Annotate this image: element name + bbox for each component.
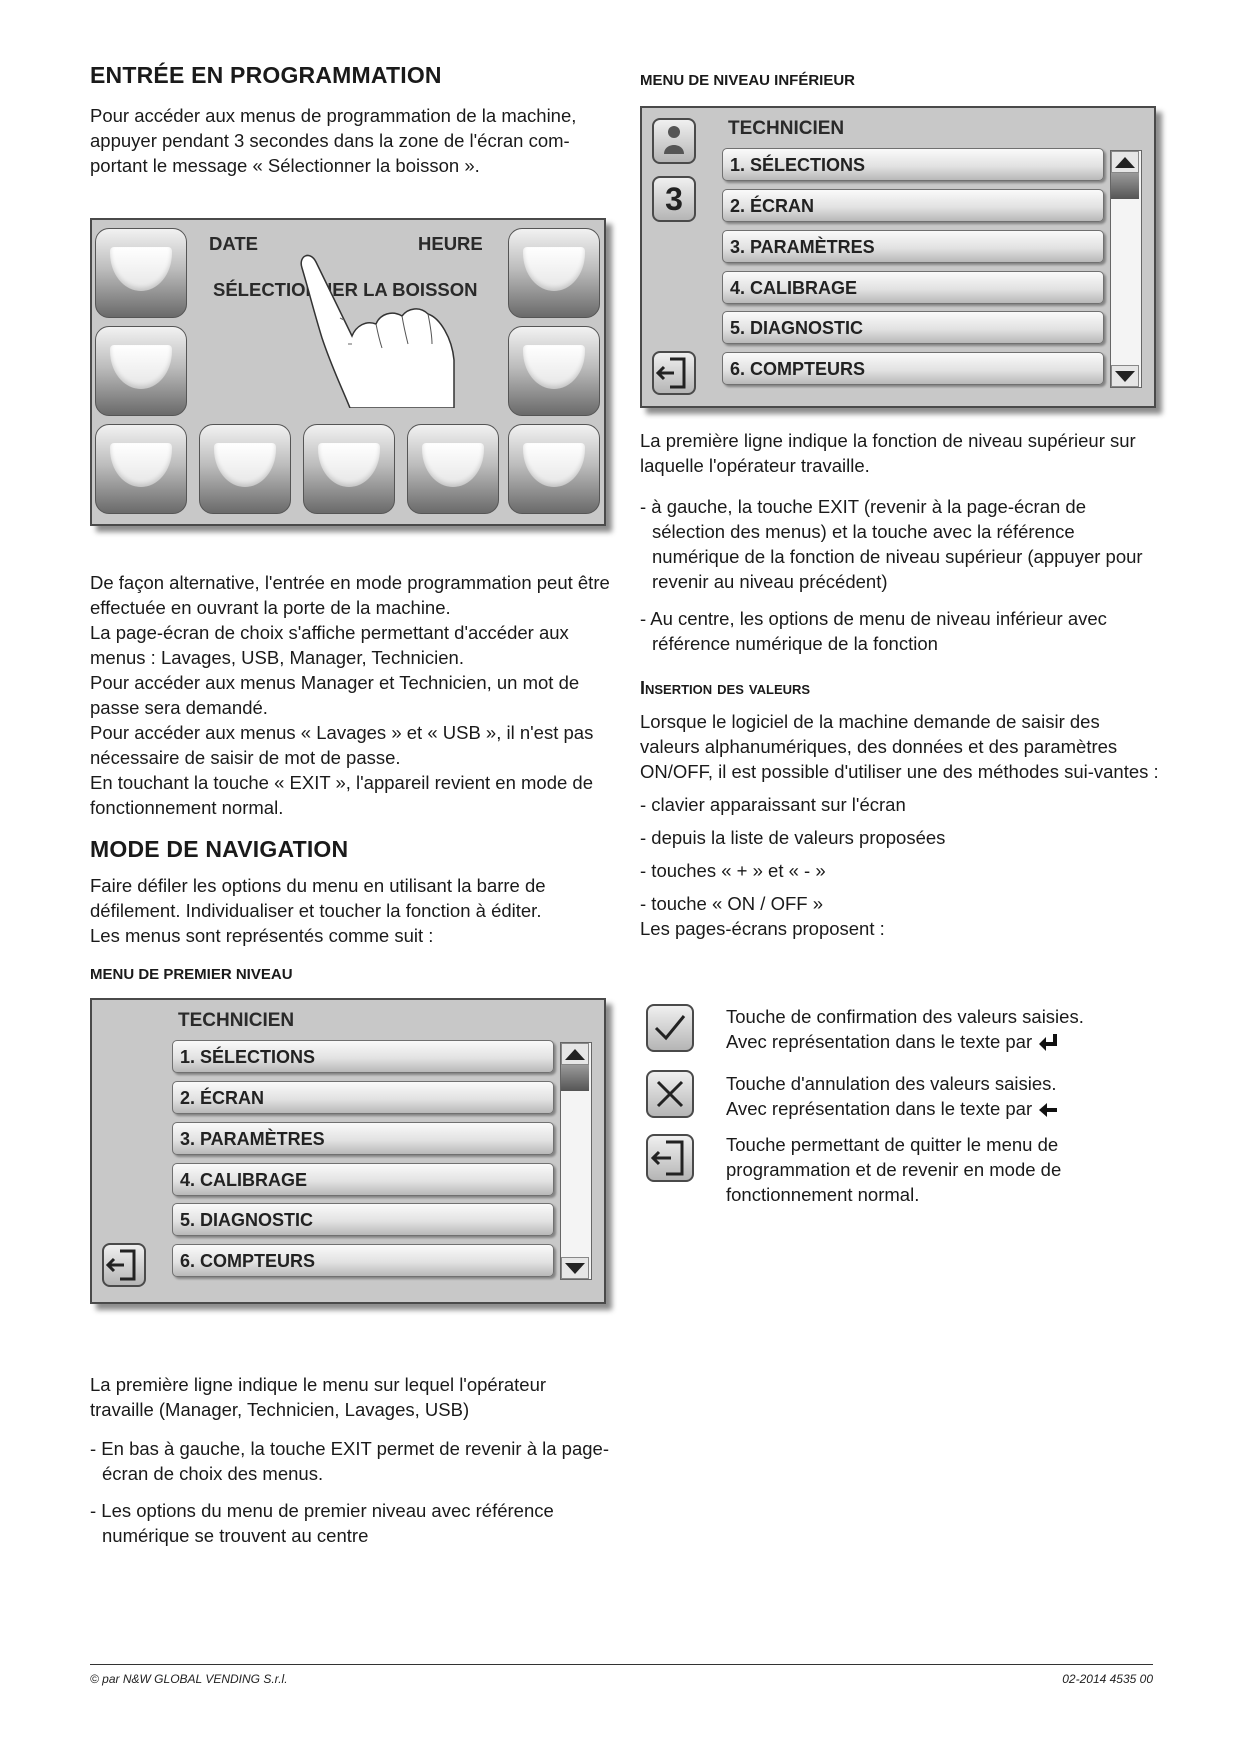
cup-icon [110,345,172,389]
method-item: - touches « + » et « - » [640,860,826,881]
exit-description [726,1132,1166,1207]
insertion-heading: Insertion des valeurs [640,678,811,698]
cancel-description [726,1071,1166,1121]
check-icon [648,1006,692,1050]
menu-item-calibrage[interactable]: 4. CALIBRAGE [722,271,1104,304]
scroll-down-button[interactable] [561,1257,589,1279]
date-label: DATE [209,233,258,254]
menu-item-diagnostic[interactable]: 5. DIAGNOSTIC [172,1203,554,1236]
drink-selection-screen [90,218,606,526]
menu-item-ecran[interactable]: 2. ÉCRAN [722,189,1104,222]
insertion-text: Lorsque le logiciel de la machine demande de saisir des valeurs alphanumériques, des données et des paramètres ON/OFF, il est possible d'utiliser une des méthodes sui-vantes : [640,711,1159,782]
drink-button[interactable] [95,326,187,416]
drink-button[interactable] [303,424,395,514]
exit-door-icon [648,1136,692,1180]
cup-icon [214,443,276,487]
exit-line3: fonctionnement normal. [726,1184,920,1205]
confirm-line2 [726,1029,1166,1054]
menu-item-selections[interactable]: 1. SÉLECTIONS [172,1040,554,1073]
alt-paragraph-line: La page-écran de choix s'affiche permettant d'accéder aux menus : Lavages, USB, Manager, Technicien. [90,622,569,668]
alt-paragraph-line: Pour accéder aux menus Manager et Technicien, un mot de passe sera demandé. [90,672,580,718]
scroll-up-button[interactable] [1111,151,1139,173]
right-column [640,72,1160,89]
lower-level-description [640,428,1160,941]
footer-doc-number: 02-2014 4535 00 [1062,1672,1153,1686]
cup-icon [523,247,585,291]
method-item: - clavier apparaissant sur l'écran [640,794,906,815]
alt-paragraph-line: Pour accéder aux menus « Lavages » et « USB », il n'est pas nécessaire de saisir de mot de passe. [90,722,594,768]
alt-paragraph-line: En touchant la touche « EXIT », l'appareil revient en mode de fonctionnement normal. [90,772,594,818]
cancel-line1: Touche d'annulation des valeurs saisies. [726,1073,1057,1094]
alt-paragraph-block [90,570,610,983]
intro-paragraph: Pour accéder aux menus de programmation de la machine, appuyer pendant 3 secondes dans la zone de l'écran com-portant le message « Sélectionner la boisson ». [90,105,577,176]
arrow-down-icon [1115,371,1135,382]
exit-button[interactable] [102,1243,146,1287]
menu-item-parametres[interactable]: 3. PARAMÈTRES [172,1122,554,1155]
first-level-description [90,1372,610,1548]
exit-button[interactable] [652,351,696,395]
backspace-arrow-icon [1037,1101,1059,1119]
method-item: - depuis la liste de valeurs proposées [640,827,946,848]
cup-icon [422,443,484,487]
pages-propose-text: Les pages-écrans proposent : [640,918,885,939]
scrollbar[interactable] [560,1042,592,1280]
first-line-text: La première ligne indique le menu sur lequel l'opérateur travaille (Manager, Technicien, Lavages, USB) [90,1374,547,1420]
drink-button[interactable] [95,424,187,514]
first-level-menu-screen [90,998,606,1304]
lower-level-heading: MENU DE NIVEAU INFÉRIEUR [640,72,856,89]
scroll-thumb[interactable] [1111,173,1139,199]
exit-line2: programmation et de revenir en mode de [726,1159,1062,1180]
bullet-item: - à gauche, la touche EXIT (revenir à la page-écran de sélection des menus) et la touche avec la référence numérique de la fonction de niveau supérieur (appuyer pour revenir au niveau précédent) [640,496,1143,592]
arrow-up-icon [565,1049,585,1060]
cancel-x-icon [648,1072,692,1116]
footer-divider [90,1664,1153,1665]
exit-door-icon [654,353,694,393]
menu-item-calibrage[interactable]: 4. CALIBRAGE [172,1163,554,1196]
confirm-line1: Touche de confirmation des valeurs saisies. [726,1006,1084,1027]
bullet-item: - Au centre, les options de menu de niveau inférieur avec référence numérique de la fonction [640,608,1107,654]
drink-button[interactable] [95,228,187,318]
cup-icon [523,443,585,487]
menu-item-compteurs[interactable]: 6. COMPTEURS [172,1244,554,1277]
cup-icon [110,443,172,487]
confirm-description [726,1004,1166,1054]
method-item: - touche « ON / OFF » [640,893,824,914]
menu-item-selections[interactable]: 1. SÉLECTIONS [722,148,1104,181]
first-level-heading: MENU DE PREMIER NIVEAU [90,966,293,983]
first-line-text: La première ligne indique la fonction de niveau supérieur sur laquelle l'opérateur travaille. [640,430,1136,476]
drink-button[interactable] [508,228,600,318]
pointing-hand-icon [292,248,472,408]
menu-title: TECHNICIEN [728,118,845,139]
drink-button[interactable] [199,424,291,514]
heading-mode-navigation: MODE DE NAVIGATION [90,836,349,862]
menu-item-ecran[interactable]: 2. ÉCRAN [172,1081,554,1114]
exit-legend-button [646,1134,694,1182]
menu-item-compteurs[interactable]: 6. COMPTEURS [722,352,1104,385]
select-drink-message[interactable]: SÉLECTIONNER LA BOISSON [213,279,478,300]
drink-button[interactable] [508,326,600,416]
drink-button[interactable] [407,424,499,514]
heading-entree-programmation: ENTRÉE EN PROGRAMMATION [90,62,442,88]
alt-paragraph-line: De façon alternative, l'entrée en mode programmation peut être effectuée en ouvrant la porte de la machine. [90,572,610,618]
cup-icon [318,443,380,487]
time-label: HEURE [418,233,483,254]
confirm-line2-text: Avec représentation dans le texte par [726,1031,1033,1052]
cup-icon [523,345,585,389]
parent-function-number-button[interactable]: 3 [652,176,696,222]
nav-paragraph-line: Faire défiler les options du menu en utilisant la barre de défilement. Individualiser et toucher la fonction à éditer. [90,875,546,921]
cancel-line2 [726,1096,1166,1121]
exit-door-icon [104,1245,144,1285]
cancel-button [646,1070,694,1118]
left-column [90,62,610,178]
cup-icon [110,247,172,291]
menu-title: TECHNICIEN [178,1010,295,1031]
menu-item-parametres[interactable]: 3. PARAMÈTRES [722,230,1104,263]
drink-button[interactable] [508,424,600,514]
enter-arrow-icon [1037,1032,1059,1052]
footer-copyright: © par N&W GLOBAL VENDING S.r.l. [90,1672,288,1686]
exit-line1: Touche permettant de quitter le menu de [726,1134,1059,1155]
cancel-line2-text: Avec représentation dans le texte par [726,1098,1033,1119]
bullet-item: - En bas à gauche, la touche EXIT permet de revenir à la page-écran de choix des menus. [90,1438,609,1484]
user-level-button[interactable] [652,118,696,164]
person-icon [654,120,694,162]
menu-item-diagnostic[interactable]: 5. DIAGNOSTIC [722,311,1104,344]
arrow-down-icon [565,1263,585,1274]
scrollbar[interactable] [1110,150,1142,388]
lower-level-menu-screen [640,106,1156,408]
nav-paragraph-line: Les menus sont représentés comme suit : [90,925,434,946]
scroll-up-button[interactable] [561,1043,589,1065]
confirm-button [646,1004,694,1052]
bullet-item: - Les options du menu de premier niveau avec référence numérique se trouvent au centre [90,1500,554,1546]
scroll-thumb[interactable] [561,1065,589,1091]
scroll-down-button[interactable] [1111,365,1139,387]
arrow-up-icon [1115,157,1135,168]
